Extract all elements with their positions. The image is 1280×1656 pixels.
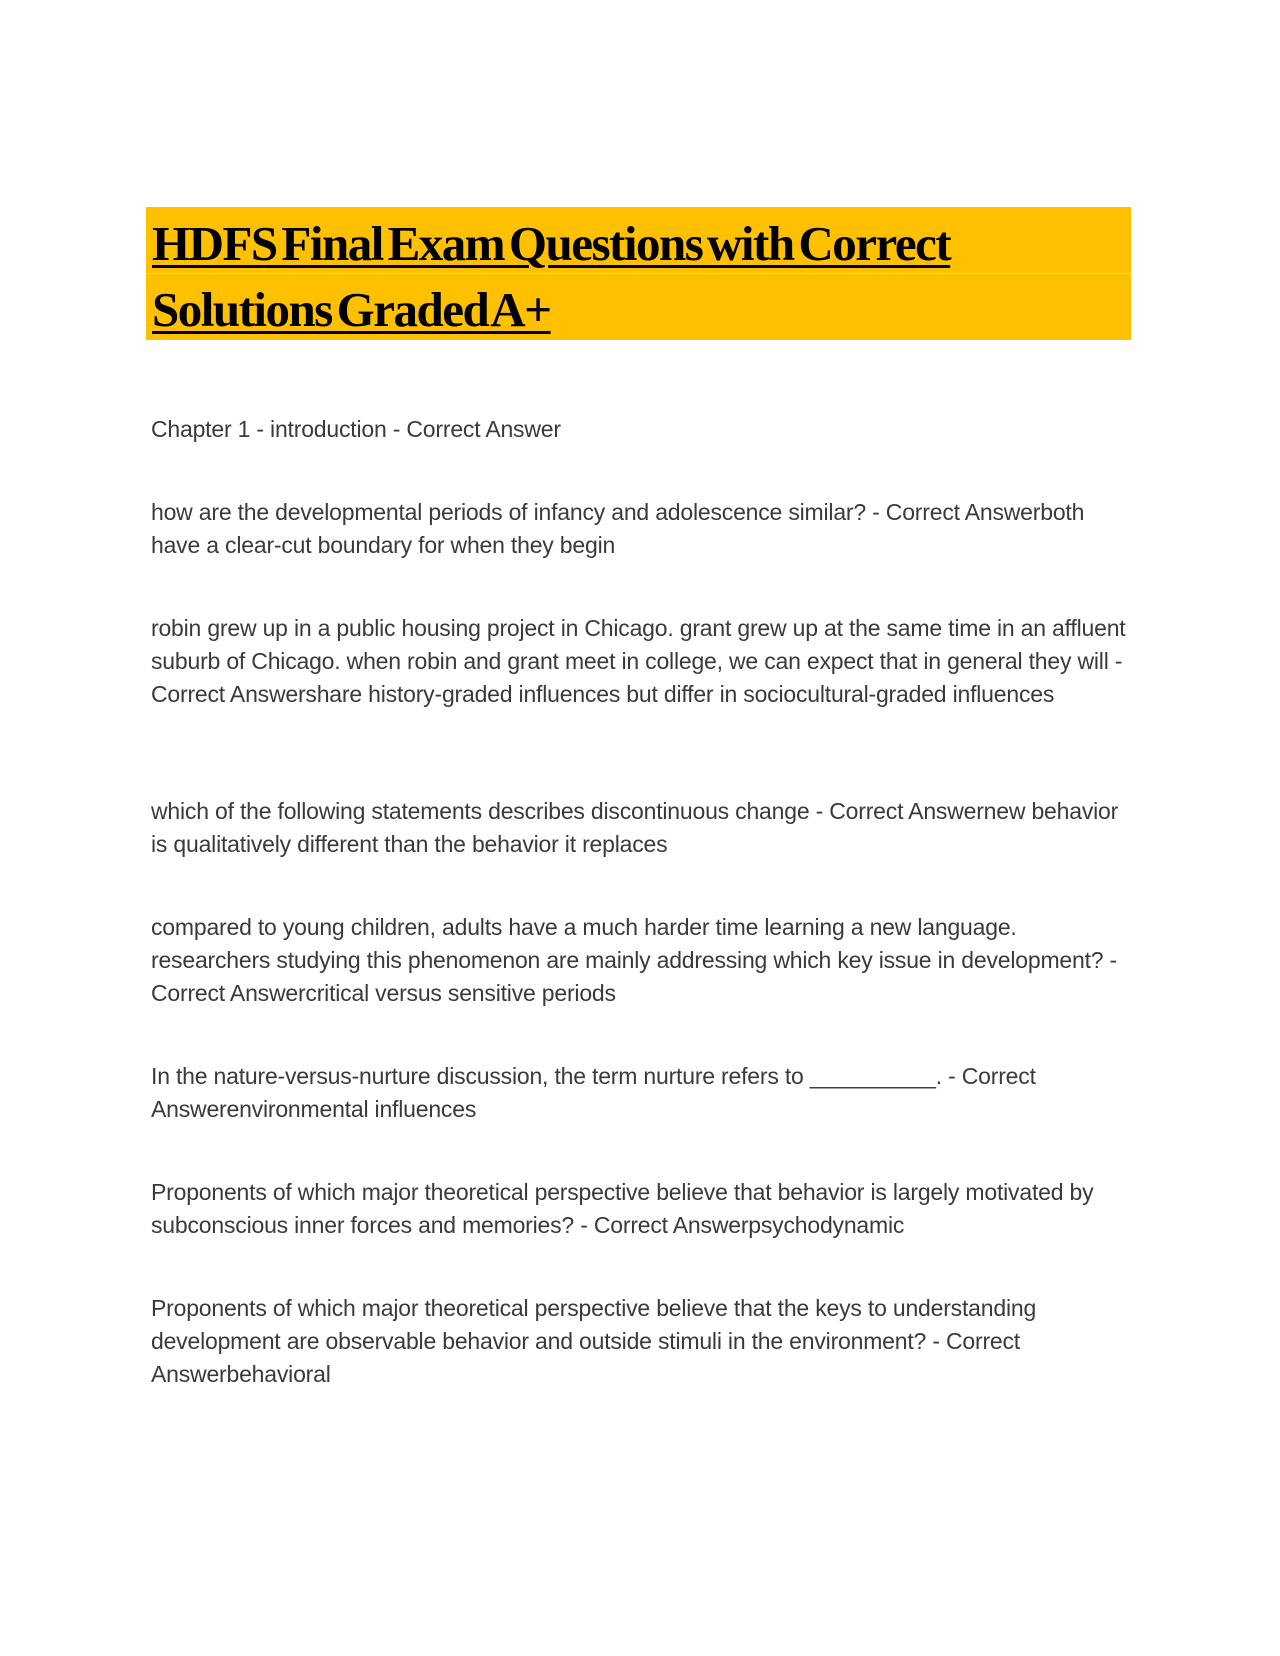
question-answer-item: which of the following statements describes discontinuous change - Correct Answernew behavior is qualitatively different than the behavior it replaces <box>151 798 1119 857</box>
title-divider <box>146 273 1131 274</box>
question-answer-item: Proponents of which major theoretical perspective believe that behavior is largely motivated by subconscious inner forces and memories? - Correct Answerpsychodynamic <box>151 1179 1094 1238</box>
title-banner <box>146 207 1131 340</box>
question-answer-item: how are the developmental periods of infancy and adolescence similar? - Correct Answerboth have a clear-cut boundary for when they begin <box>151 499 1085 558</box>
document-title-line-1: HDFS Final Exam Questions with Correct <box>152 216 951 271</box>
question-answer-item: In the nature-versus-nurture discussion, the term nurture refers to __________. - Correct Answerenvironmental influences <box>151 1063 1036 1122</box>
question-answer-item: robin grew up in a public housing project in Chicago. grant grew up at the same time in an affluent suburb of Chicago. when robin and grant meet in college, we can expect that in general they will - Correct Answershare history-graded influences but differ in sociocultural-graded influences <box>151 615 1126 707</box>
document-title-line-2: Solutions Graded A+ <box>152 282 551 337</box>
question-answer-item: Proponents of which major theoretical perspective believe that the keys to understanding development are observable behavior and outside stimuli in the environment? - Correct Answerbehavioral <box>151 1295 1037 1387</box>
chapter-heading: Chapter 1 - introduction - Correct Answer <box>151 416 561 442</box>
question-answer-item: compared to young children, adults have a much harder time learning a new language. researchers studying this phenomenon are mainly addressing which key issue in development? - Correct Answercritical versus sensitive periods <box>151 914 1118 1006</box>
